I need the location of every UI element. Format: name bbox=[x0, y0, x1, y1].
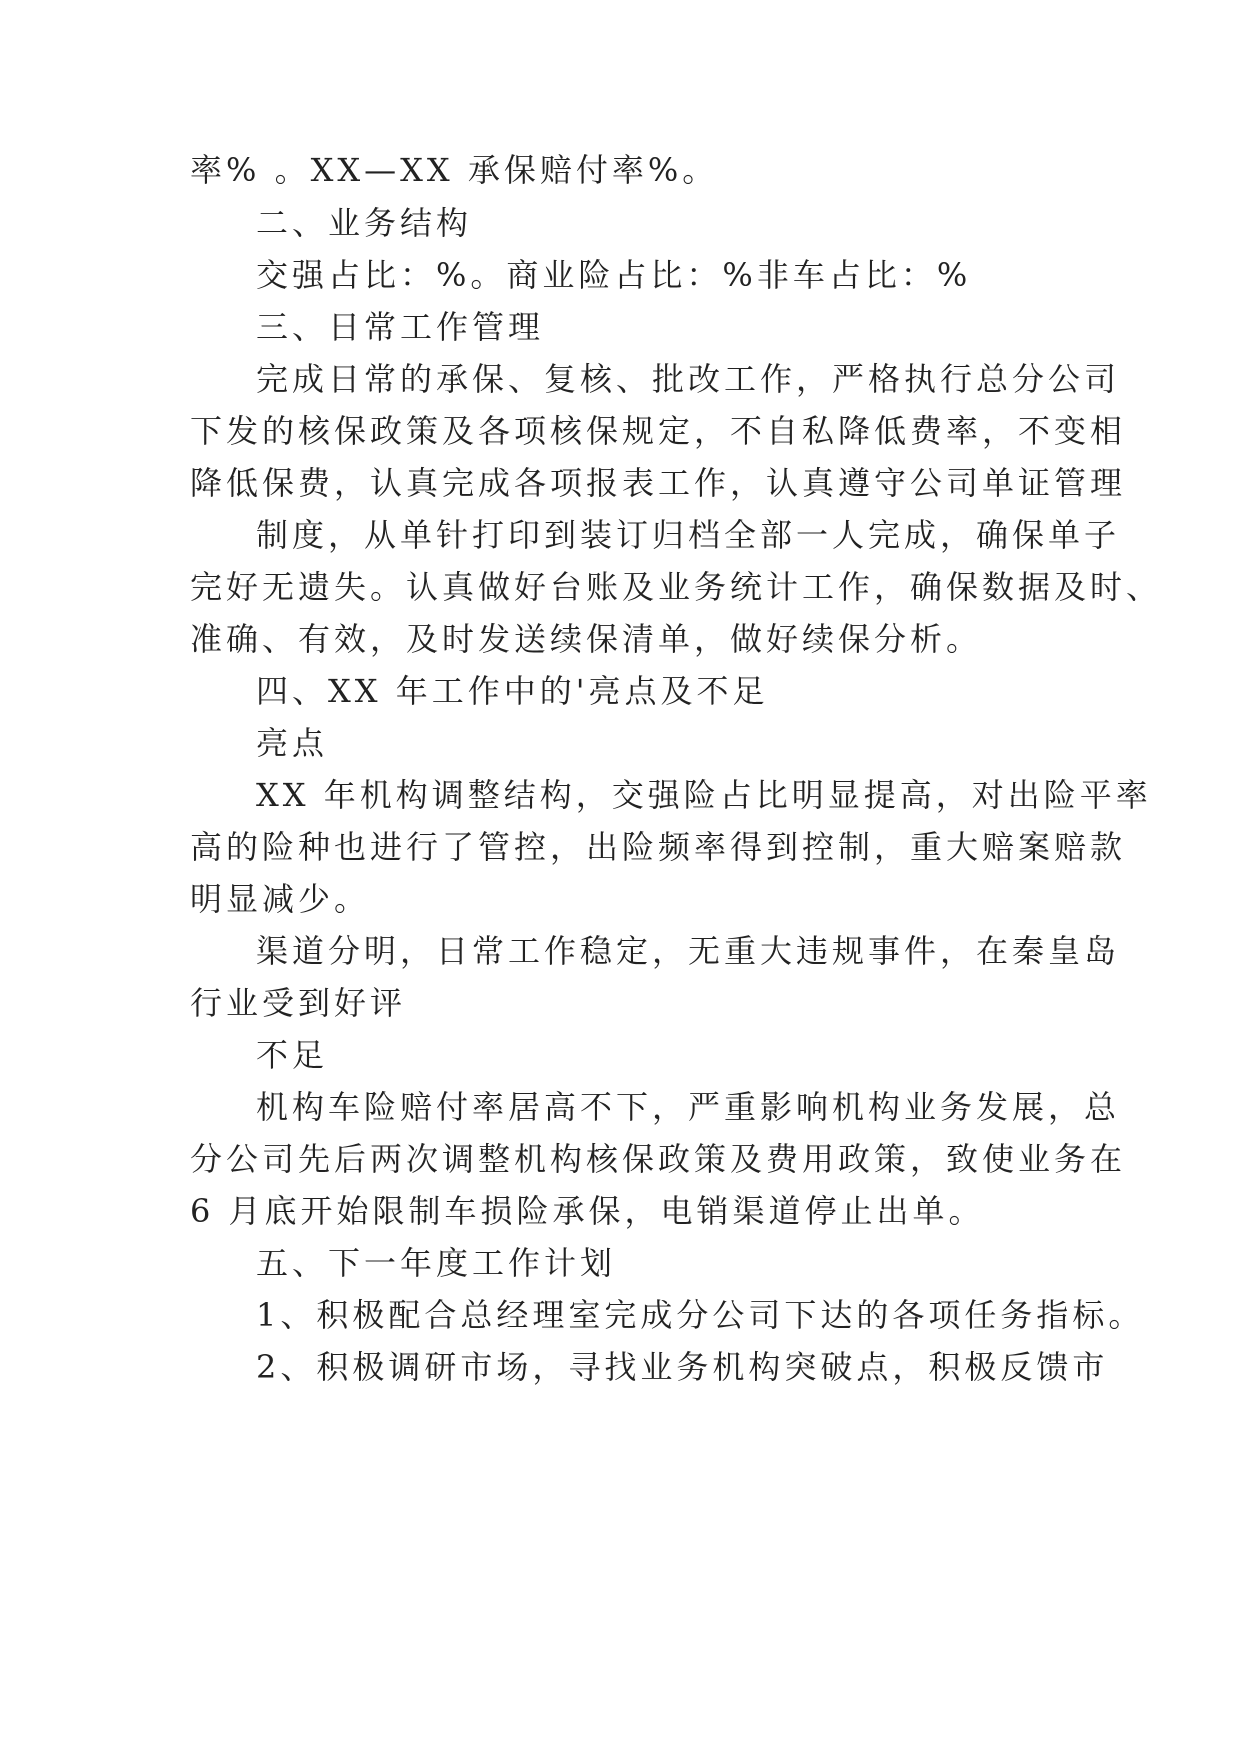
text-line: 率% 。XX—XX 承保赔付率%。 bbox=[190, 151, 719, 189]
section-heading: 二、业务结构 bbox=[256, 204, 473, 242]
list-item: 2、积极调研市场，寻找业务机构突破点，积极反馈市 bbox=[256, 1348, 1109, 1386]
text-line: 机构车险赔付率居高不下，严重影响机构业务发展，总 bbox=[256, 1088, 1121, 1126]
text-line: 制度，从单针打印到装订归档全部一人完成，确保单子 bbox=[256, 516, 1121, 554]
text-line: 渠道分明，日常工作稳定，无重大违规事件，在秦皇岛 bbox=[256, 932, 1121, 970]
text-line: 高的险种也进行了管控，出险频率得到控制，重大赔案赔款 bbox=[190, 828, 1127, 866]
text-line: 下发的核保政策及各项核保规定，不自私降低费率，不变相 bbox=[190, 412, 1127, 450]
text-line: XX 年机构调整结构，交强险占比明显提高，对出险平率 bbox=[256, 776, 1152, 814]
text-line: 准确、有效，及时发送续保清单，做好续保分析。 bbox=[190, 620, 983, 658]
text-line: 完成日常的承保、复核、批改工作，严格执行总分公司 bbox=[256, 360, 1121, 398]
text-line: 行业受到好评 bbox=[190, 984, 407, 1022]
text-line: 6 月底开始限制车损险承保，电销渠道停止出单。 bbox=[190, 1192, 985, 1230]
subsection-heading: 不足 bbox=[256, 1036, 329, 1074]
section-heading: 四、XX 年工作中的'亮点及不足 bbox=[256, 672, 769, 710]
text-line: 降低保费，认真完成各项报表工作，认真遵守公司单证管理 bbox=[190, 464, 1127, 502]
text-line: 完好无遗失。认真做好台账及业务统计工作，确保数据及时、 bbox=[190, 568, 1163, 606]
subsection-heading: 亮点 bbox=[256, 724, 329, 762]
text-line: 分公司先后两次调整机构核保政策及费用政策，致使业务在 bbox=[190, 1140, 1127, 1178]
list-item: 1、积极配合总经理室完成分公司下达的各项任务指标。 bbox=[256, 1296, 1145, 1334]
section-heading: 三、日常工作管理 bbox=[256, 308, 545, 346]
section-heading: 五、下一年度工作计划 bbox=[256, 1244, 617, 1282]
text-line: 明显减少。 bbox=[190, 880, 371, 918]
text-line: 交强占比：%。商业险占比：%非车占比：% bbox=[256, 256, 972, 294]
